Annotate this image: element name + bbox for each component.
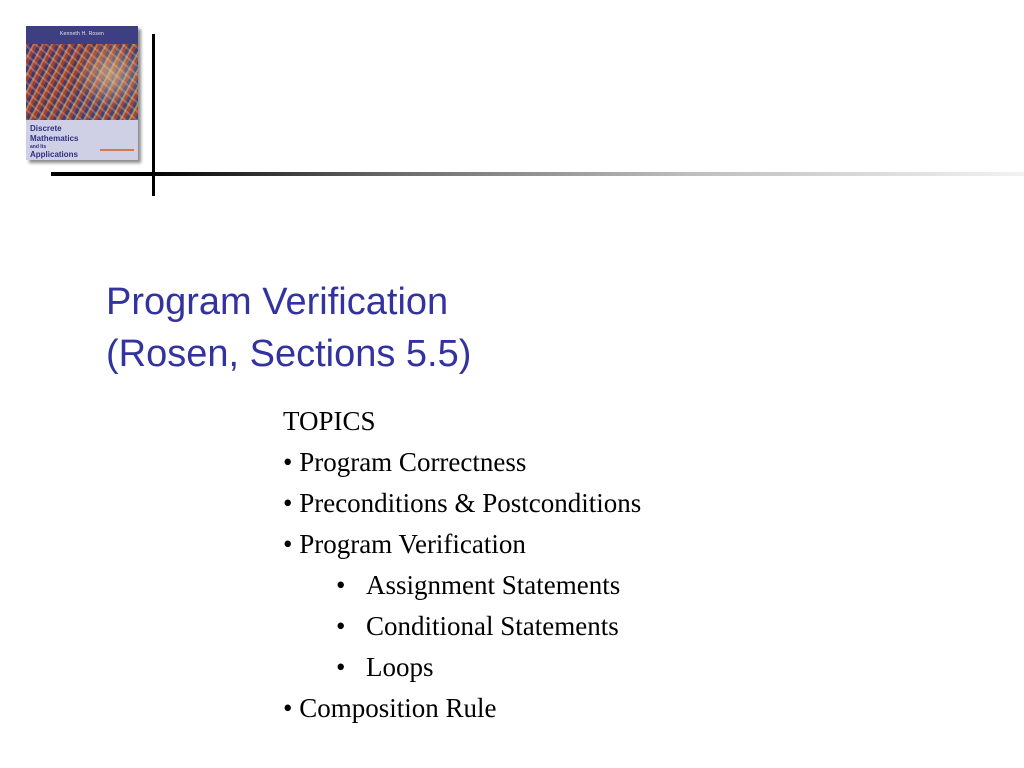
cover-author: Kenneth H. Rosen: [59, 31, 105, 37]
sub-bullet: •: [336, 570, 346, 600]
topic-item: • Program Correctness: [283, 447, 527, 477]
cover-title-line: Discrete: [30, 124, 62, 133]
cover-title-line: and Its: [30, 144, 47, 150]
horizontal-divider: [51, 172, 1024, 176]
cover-title-line: Mathematics: [30, 134, 79, 143]
cover-edition-mark: [100, 149, 134, 151]
topic-item: • Preconditions & Postconditions: [283, 488, 642, 518]
cover-title-line: Applications: [30, 150, 79, 159]
sub-bullet: •: [336, 611, 346, 641]
topic-subitem-label: Assignment Statements: [366, 570, 621, 600]
topic-subitem: [283, 647, 641, 688]
topic-subitem-label: Loops: [366, 652, 434, 682]
topic-subitem: [283, 606, 641, 647]
cover-title: [30, 124, 134, 160]
topic-subitem: [283, 565, 641, 606]
slide-title-line-1: Program Verification: [106, 281, 449, 323]
cover-artwork-overlay: [26, 44, 138, 120]
topics-heading: TOPICS: [283, 406, 376, 436]
topics-list: [283, 401, 641, 729]
sub-bullet: •: [336, 652, 346, 682]
slide-title-line-2: (Rosen, Sections 5.5): [106, 333, 472, 375]
topic-item: • Composition Rule: [283, 693, 497, 723]
slide-title: [106, 276, 471, 380]
topic-item: • Program Verification: [283, 529, 526, 559]
book-cover: [26, 26, 138, 160]
topic-subitem-label: Conditional Statements: [366, 611, 619, 641]
